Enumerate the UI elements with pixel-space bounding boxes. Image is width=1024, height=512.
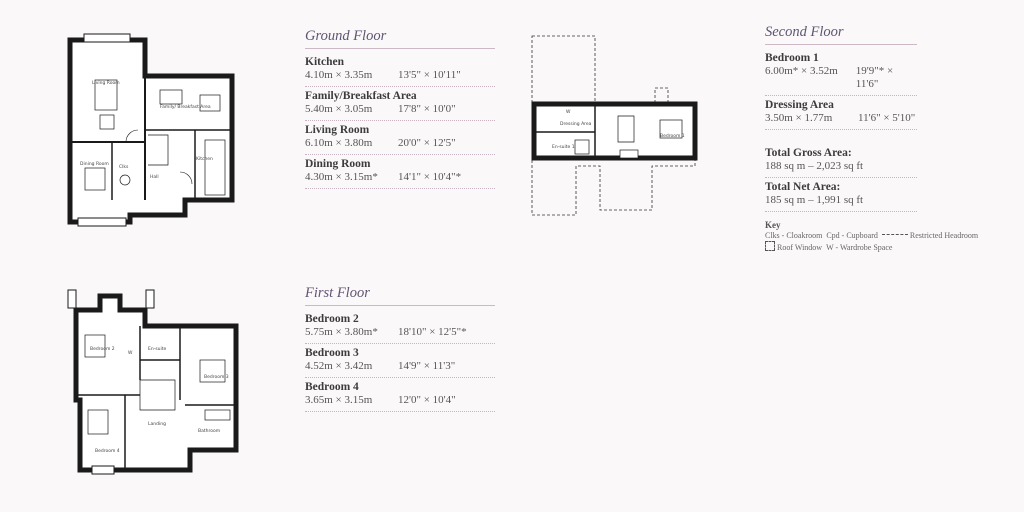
key-line-1 bbox=[765, 230, 979, 241]
plan-label-ensuite: En-suite bbox=[148, 347, 167, 352]
key-title: Key bbox=[765, 220, 781, 230]
plan-label-landing: Landing bbox=[148, 422, 166, 427]
area-name: Total Net Area: bbox=[765, 181, 841, 193]
plan-label-bedroom-4: Bedroom 4 bbox=[95, 449, 120, 454]
room-imperial: 19'9"* × 11'6" bbox=[855, 65, 894, 90]
room-metric: 6.10m × 3.80m bbox=[305, 137, 373, 149]
ground-floor-panel bbox=[305, 28, 495, 189]
room-entry bbox=[305, 310, 495, 344]
room-name: Bedroom 1 bbox=[765, 52, 819, 64]
plan-label-family: Family/ Breakfast Area bbox=[160, 105, 211, 110]
plan-label-hall: Hall bbox=[150, 175, 159, 180]
room-name: Dressing Area bbox=[765, 99, 834, 111]
room-entry bbox=[305, 87, 495, 121]
room-entry bbox=[305, 53, 495, 87]
key-wardrobe: W - Wardrobe Space bbox=[826, 243, 893, 252]
plan-label-ensuite-1: En-suite 1 bbox=[552, 145, 575, 150]
total-gross-area bbox=[765, 144, 917, 178]
area-value: 185 sq m – 1,991 sq ft bbox=[765, 194, 864, 206]
plan-label-bedroom-3: Bedroom 3 bbox=[204, 375, 229, 380]
room-name: Bedroom 3 bbox=[305, 347, 359, 359]
key-cpd: Cpd - Cupboard bbox=[826, 231, 878, 240]
room-entry bbox=[765, 49, 917, 96]
room-entry bbox=[765, 96, 917, 130]
first-floor-panel bbox=[305, 285, 495, 412]
room-metric: 5.40m × 3.05m bbox=[305, 103, 373, 115]
room-imperial: 18'10" × 12'5"* bbox=[398, 326, 467, 338]
plan-label-w-second: W bbox=[566, 110, 571, 115]
restricted-headroom-icon bbox=[882, 234, 908, 235]
room-entry bbox=[305, 121, 495, 155]
room-imperial: 20'0" × 12'5" bbox=[398, 137, 456, 149]
room-imperial: 11'6" × 5'10" bbox=[858, 112, 916, 124]
room-name: Kitchen bbox=[305, 56, 344, 68]
room-entry bbox=[305, 344, 495, 378]
room-metric: 4.30m × 3.15m* bbox=[305, 171, 378, 183]
plan-label-bedroom-2: Bedroom 2 bbox=[90, 347, 115, 352]
ground-floor-title: Ground Floor bbox=[305, 28, 495, 49]
room-name: Bedroom 2 bbox=[305, 313, 359, 325]
second-floor-panel bbox=[765, 24, 979, 253]
room-name: Dining Room bbox=[305, 158, 371, 170]
room-metric: 5.75m × 3.80m* bbox=[305, 326, 378, 338]
key-clks: Clks - Cloakroom bbox=[765, 231, 823, 240]
room-imperial: 14'1" × 10'4"* bbox=[398, 171, 462, 183]
plan-label-clks: Clks bbox=[119, 165, 129, 170]
room-metric: 4.10m × 3.35m bbox=[305, 69, 373, 81]
room-metric: 3.50m × 1.77m bbox=[765, 112, 833, 124]
plan-label-dressing: Dressing Area bbox=[560, 122, 592, 127]
key-restricted: Restricted Headroom bbox=[909, 231, 979, 240]
plan-label-w: W bbox=[128, 351, 133, 356]
area-value: 188 sq m – 2,023 sq ft bbox=[765, 160, 864, 172]
room-name: Bedroom 4 bbox=[305, 381, 359, 393]
roof-window-icon bbox=[765, 241, 775, 251]
plan-label-living-room: Living Room bbox=[92, 81, 120, 86]
plan-label-bathroom: Bathroom bbox=[198, 429, 221, 434]
room-metric: 6.00m* × 3.52m bbox=[765, 65, 838, 77]
room-entry bbox=[305, 378, 495, 412]
plan-label-kitchen: Kitchen bbox=[196, 157, 213, 162]
room-metric: 3.65m × 3.15m bbox=[305, 394, 373, 406]
key-roof-window: Roof Window bbox=[777, 243, 823, 252]
room-imperial: 17'8" × 10'0" bbox=[398, 103, 456, 115]
room-name: Family/Breakfast Area bbox=[305, 90, 417, 102]
room-metric: 4.52m × 3.42m bbox=[305, 360, 373, 372]
room-imperial: 12'0" × 10'4" bbox=[398, 394, 456, 406]
second-floor-title: Second Floor bbox=[765, 24, 917, 45]
key-line-2 bbox=[765, 241, 917, 253]
room-name: Living Room bbox=[305, 124, 370, 136]
plan-label-bedroom-1: Bedroom 1 bbox=[660, 134, 685, 139]
plan-label-dining: Dining Room bbox=[80, 162, 109, 167]
first-floor-title: First Floor bbox=[305, 285, 495, 306]
room-imperial: 13'5" × 10'11" bbox=[398, 69, 461, 81]
room-entry bbox=[305, 155, 495, 189]
area-name: Total Gross Area: bbox=[765, 147, 852, 159]
total-net-area bbox=[765, 178, 917, 212]
room-imperial: 14'9" × 11'3" bbox=[398, 360, 456, 372]
